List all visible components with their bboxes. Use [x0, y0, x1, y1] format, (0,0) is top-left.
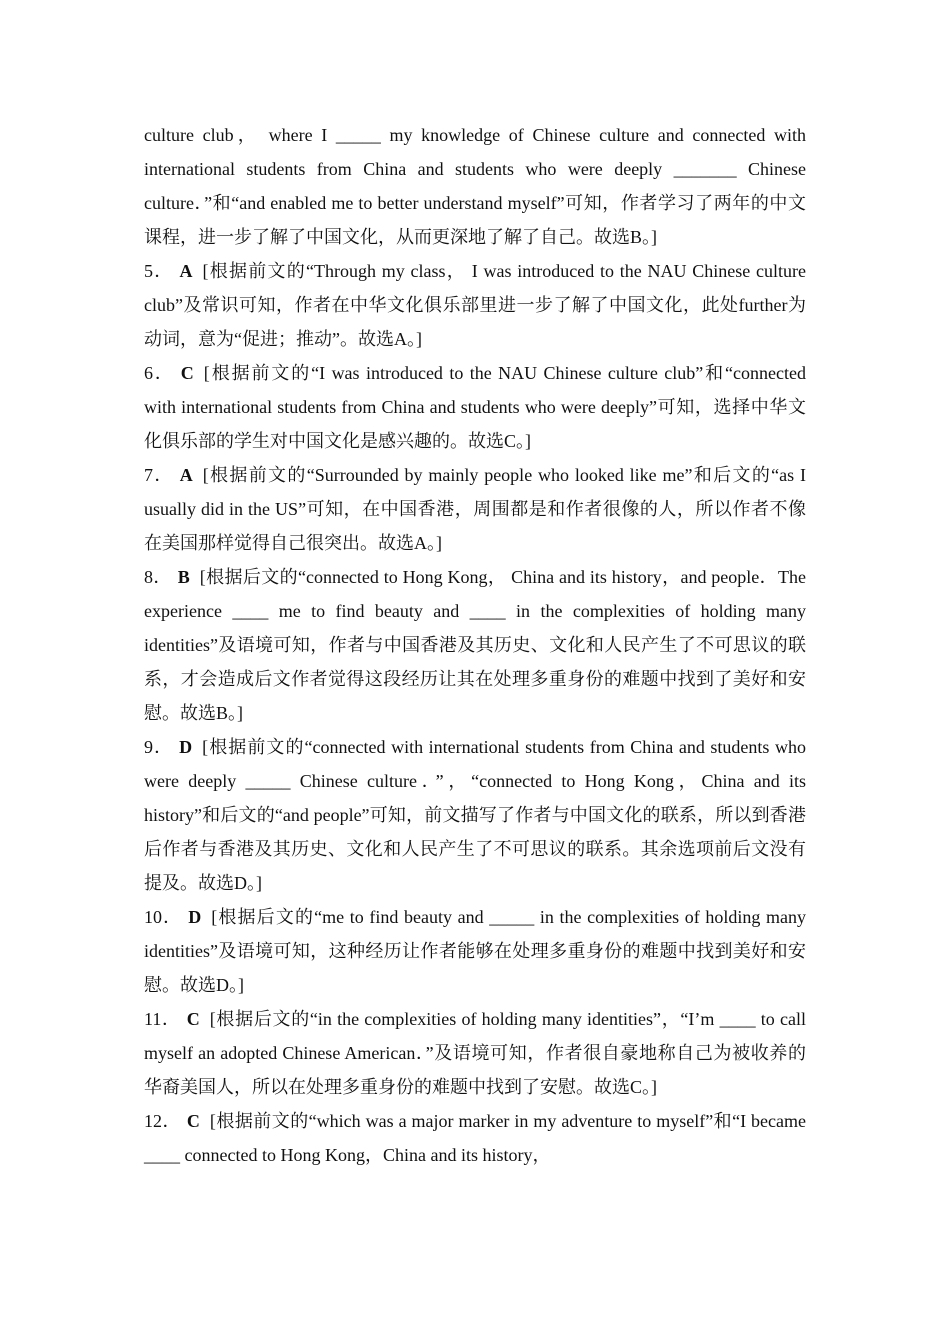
- answer-letter: A: [179, 465, 193, 485]
- explanation-text: [根据前文的“Surrounded by mainly people who looked like me”和后文的“as I usually did in the US”可知，在中国香港，周围都是和作者很像的人，所以作者不像在美国那样觉得自己很突出。故选A。]: [144, 465, 806, 553]
- question-number: 11．: [144, 1009, 181, 1029]
- explanation-text: [根据后文的“in the complexities of holding many identities”，“I’m ____ to call myself an adopted Chinese American．”及语境可知，作者很自豪地称自己为被收养的华裔美国人，所以在处理多重身份的难题中找到了安慰。故选C。]: [144, 1009, 806, 1097]
- answer-letter: A: [179, 261, 193, 281]
- explanation-item: [144, 560, 806, 730]
- question-number: 12．: [144, 1111, 181, 1131]
- question-number: 7．: [144, 465, 174, 485]
- explanation-text: [根据前文的“connected with international students from China and students who were deeply _____ Chinese culture．”，“connected to Hong Kong，China and its history”和后文的“and people”可知，前文描写了作者与中国文化的联系，所以到香港后作者与香港及其历史、文化和人民产生了不可思议的联系。其余选项前后文没有提及。故选D。]: [144, 737, 806, 893]
- explanation-text: [根据前文的“Through my class， I was introduced to the NAU Chinese culture club”及常识可知，作者在中华文化俱乐部里进一步了解了中国文化，此处further为动词，意为“促进；推动”。故选A。]: [144, 261, 806, 349]
- explanation-item: [144, 118, 806, 254]
- explanation-text: [根据后文的“me to find beauty and _____ in the complexities of holding many identities”及语境可知，这种经历让作者能够在处理多重身份的难题中找到美好和安慰。故选D。]: [144, 907, 806, 995]
- explanation-item: [144, 1002, 806, 1104]
- explanation-item: [144, 458, 806, 560]
- explanation-item: [144, 900, 806, 1002]
- question-number: 5．: [144, 261, 174, 281]
- explanation-item: [144, 254, 806, 356]
- explanation-item: [144, 1104, 806, 1172]
- explanation-text: culture club， where I _____ my knowledge of Chinese culture and connected with international students from China and students who were deeply _______ Chinese culture．”和“and enabled me to better understand myself”可知，作者学习了两年的中文课程，进一步了解了中国文化，从而更深地了解了自己。故选B。]: [144, 125, 806, 247]
- explanation-text: [根据后文的“connected to Hong Kong， China and its history，and people．The experience ____ me to find beauty and ____ in the complexities of holding many identities”及语境可知，作者与中国香港及其历史、文化和人民产生了不可思议的联系，才会造成后文作者觉得这段经历让其在处理多重身份的难题中找到了美好和安慰。故选B。]: [144, 567, 807, 723]
- answer-letter: C: [180, 363, 194, 383]
- answer-explanations: [144, 118, 806, 1172]
- explanation-item: [144, 730, 806, 900]
- question-number: 9．: [144, 737, 174, 757]
- question-number: 10．: [144, 907, 183, 927]
- answer-letter: C: [186, 1111, 200, 1131]
- explanation-text: [根据前文的“which was a major marker in my adventure to myself”和“I became ____ connected to Hong Kong，China and its history，: [144, 1111, 806, 1165]
- answer-letter: D: [179, 737, 193, 757]
- answer-letter: D: [188, 907, 202, 927]
- question-number: 8．: [144, 567, 172, 587]
- answer-letter: B: [177, 567, 190, 587]
- explanation-text: [根据前文的“I was introduced to the NAU Chinese culture club”和“connected with international students from China and students who were deeply”可知，选择中华文化俱乐部的学生对中国文化是感兴趣的。故选C。]: [144, 363, 806, 451]
- answer-letter: C: [186, 1009, 200, 1029]
- explanation-item: [144, 356, 806, 458]
- question-number: 6．: [144, 363, 175, 383]
